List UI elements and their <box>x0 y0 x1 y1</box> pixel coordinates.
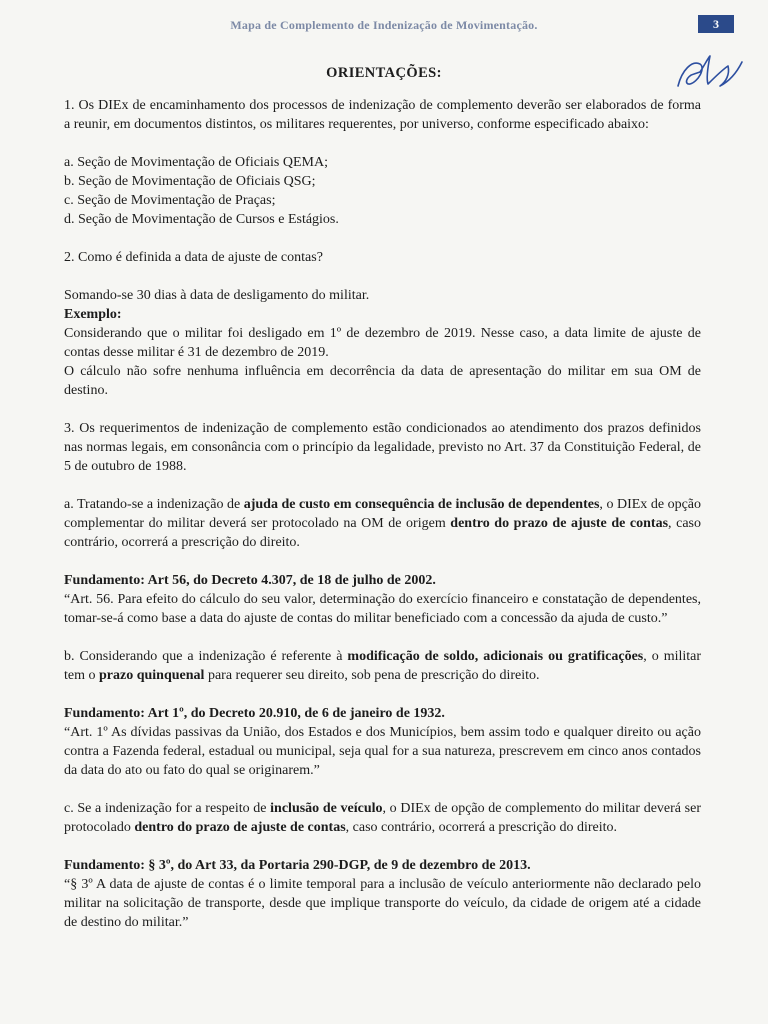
item-2-question: 2. Como é definida a data de ajuste de contas? <box>64 250 323 265</box>
item-2-answer: Somando-se 30 dias à data de desligamento do militar. <box>64 288 370 303</box>
header-title: Mapa de Complemento de Indenização de Movimentação. <box>230 18 538 32</box>
item-3a-quote: “Art. 56. Para efeito do cálculo do seu valor, determinação do exercício financeiro e constatação de dependentes, tomar-se-á como base a data do ajuste de contas do militar beneficiado com a concessão da ajuda de custo.” <box>64 592 701 626</box>
item-3a-fundamento: Fundamento: Art 56, do Decreto 4.307, de 18 de julho de 2002. <box>64 573 436 588</box>
list-item-b: b. Seção de Movimentação de Oficiais QSG; <box>64 174 316 189</box>
item-3-text: 3. Os requerimentos de indenização de complemento estão condicionados ao atendimento dos prazos definidos nas normas legais, em consonância com o princípio da legalidade, previsto no Art. 37 da Constituição Federal, de 5 de outubro de 1988. <box>64 421 701 474</box>
example-label: Exemplo: <box>64 307 122 322</box>
item-1-text: 1. Os DIEx de encaminhamento dos processos de indenização de complemento deverão ser elaborados de forma a reunir, em documentos distintos, os militares requerentes, por universo, conforme especificado abaixo: <box>64 98 701 132</box>
list-item-a: a. Seção de Movimentação de Oficiais QEMA; <box>64 155 328 170</box>
item-3b-text: b. Considerando que a indenização é referente à modificação de soldo, adicionais ou gratificações, o militar tem o prazo quinquenal para requerer seu direito, sob pena de prescrição do direito. <box>64 649 702 683</box>
item-3a-text: a. Tratando-se a indenização de ajuda de custo em consequência de inclusão de dependentes, o DIEx de opção complementar do militar deverá ser protocolado na OM de origem dentro do prazo de ajuste de contas, caso contrário, ocorrerá a prescrição do direito. <box>64 497 701 550</box>
item-3c-text: c. Se a indenização for a respeito de inclusão de veículo, o DIEx de opção de complemento do militar deverá ser protocolado dentro do prazo de ajuste de contas, caso contrário, ocorrerá a prescrição do direito. <box>64 801 701 835</box>
page-number-badge: 3 <box>698 15 734 33</box>
list-item-c: c. Seção de Movimentação de Praças; <box>64 193 276 208</box>
list-item-d: d. Seção de Movimentação de Cursos e Estágios. <box>64 212 339 227</box>
example-text: Considerando que o militar foi desligado em 1º de dezembro de 2019. Nesse caso, a data limite de ajuste de contas desse militar é 31 de dezembro de 2019. <box>64 326 701 360</box>
item-3b-quote: “Art. 1º As dívidas passivas da União, dos Estados e dos Municípios, bem assim todo e qualquer direito ou ação contra a Fazenda federal, estadual ou municipal, seja qual for a sua natureza, prescrevem em cinco anos contados da data do ato ou fato do qual se originarem.” <box>64 725 701 778</box>
document-body <box>64 96 701 932</box>
item-3c-quote: “§ 3º A data de ajuste de contas é o limite temporal para a inclusão de veículo anteriormente não declarado pelo militar na solicitação de transporte, desde que implique transporte do veículo, da cidade de origem até a cidade de destino do militar.” <box>64 877 701 930</box>
example-note: O cálculo não sofre nenhuma influência em decorrência da data de apresentação do militar em sua OM de destino. <box>64 364 701 398</box>
document-heading: ORIENTAÇÕES: <box>326 65 442 81</box>
item-3b-fundamento: Fundamento: Art 1º, do Decreto 20.910, de 6 de janeiro de 1932. <box>64 706 445 721</box>
item-3c-fundamento: Fundamento: § 3º, do Art 33, da Portaria 290-DGP, de 9 de dezembro de 2013. <box>64 858 531 873</box>
